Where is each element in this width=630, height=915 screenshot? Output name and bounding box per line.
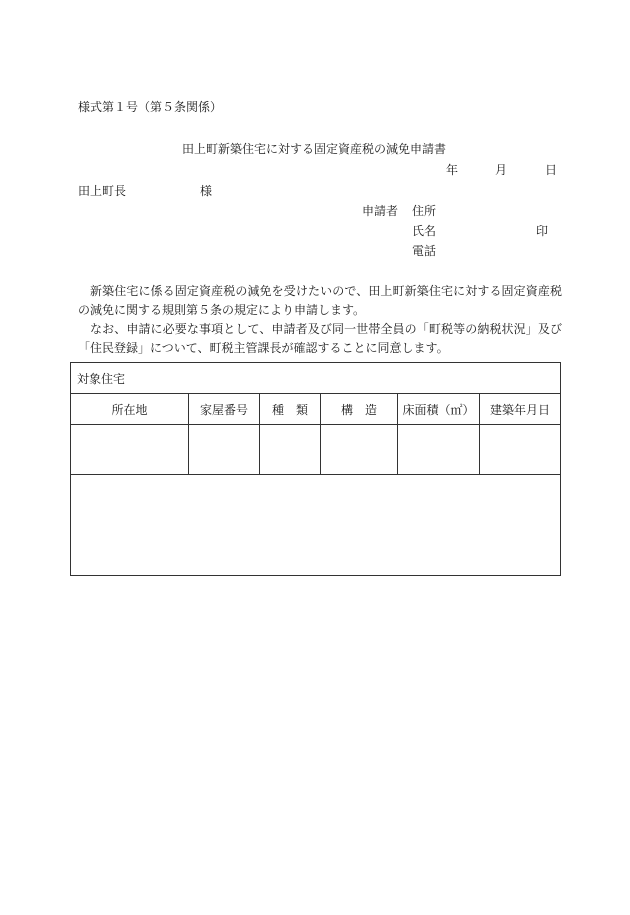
date-month-label: 月 (495, 163, 508, 177)
applicant-name-label: 氏名 (412, 224, 437, 238)
build-date-cell[interactable] (480, 425, 561, 475)
date-day-label: 日 (545, 163, 558, 177)
remarks-area[interactable] (71, 475, 561, 576)
applicant-label: 申請者 (362, 204, 399, 218)
seal-mark: 印 (536, 224, 549, 238)
applicant-address-label: 住所 (412, 204, 437, 218)
floor-area-cell[interactable] (398, 425, 480, 475)
statement-paragraph-2: なお、申請に必要な事項として、申請者及び同一世帯全員の「町税等の納税状況」及び「住民登録」について、町税主管課長が確認することに同意します。 (78, 322, 562, 355)
location-cell[interactable] (71, 425, 189, 475)
house-number-cell[interactable] (189, 425, 260, 475)
structure-cell[interactable] (321, 425, 398, 475)
column-header-location: 所在地 (71, 394, 189, 425)
form-number: 様式第１号（第５条関係） (78, 100, 223, 114)
column-header-floor-area: 床面積（㎡） (398, 394, 480, 425)
table-row (71, 425, 561, 475)
table-caption: 対象住宅 (71, 363, 561, 394)
addressee-name: 田上町長 (78, 184, 127, 198)
document-title: 田上町新築住宅に対する固定資産税の減免申請書 (182, 142, 447, 156)
target-house-table (70, 362, 561, 576)
addressee-honorific: 様 (200, 184, 213, 198)
applicant-phone-label: 電話 (412, 244, 437, 258)
column-header-house-number: 家屋番号 (189, 394, 260, 425)
date-year-label: 年 (446, 163, 459, 177)
application-statement (78, 282, 562, 358)
type-cell[interactable] (260, 425, 321, 475)
column-header-type: 種 類 (260, 394, 321, 425)
column-header-structure: 構 造 (321, 394, 398, 425)
column-header-build-date: 建築年月日 (480, 394, 561, 425)
statement-paragraph-1: 新築住宅に係る固定資産税の減免を受けたいので、田上町新築住宅に対する固定資産税の減免に関する規則第５条の規定により申請します。 (78, 284, 562, 317)
